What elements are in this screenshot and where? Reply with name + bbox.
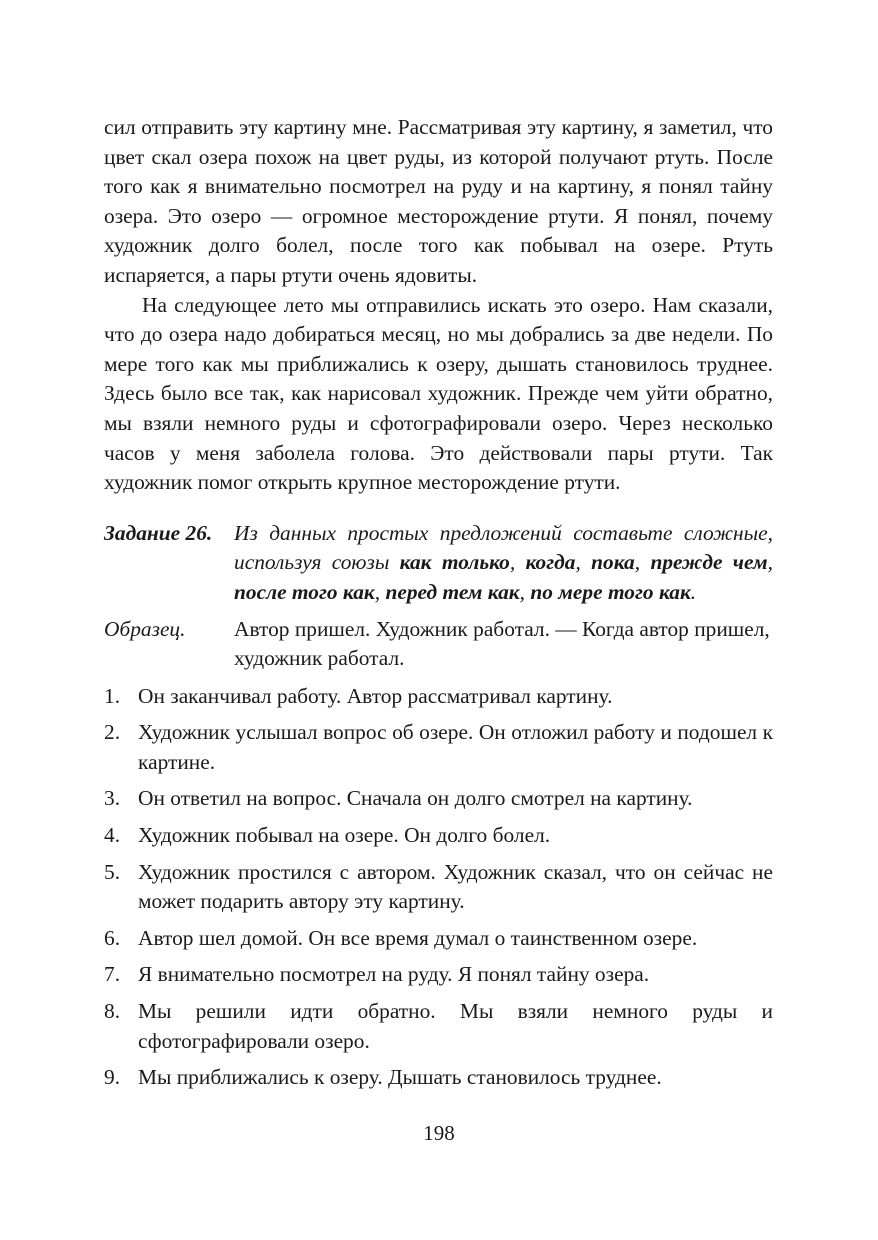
item-text: Художник услышал вопрос об озере. Он отложил работу и подошел к картине. — [138, 720, 773, 774]
sample — [104, 615, 773, 674]
sample-label: Образец. — [104, 616, 186, 641]
item-number: 7. — [104, 962, 121, 987]
conjunction: после того как — [234, 579, 375, 604]
task-label: Задание 26. — [104, 520, 213, 545]
list-item — [104, 924, 773, 954]
task-header — [104, 519, 773, 608]
list-item — [104, 960, 773, 990]
separator: , — [767, 550, 773, 575]
list-item — [104, 1063, 773, 1093]
item-text: Мы приближались к озеру. Дышать становилось труднее. — [138, 1065, 662, 1090]
separator: , — [509, 550, 526, 575]
item-number: 1. — [104, 683, 121, 708]
item-text: Он заканчивал работу. Автор рассматривал картину. — [138, 683, 613, 708]
item-number: 8. — [104, 999, 121, 1024]
item-number: 2. — [104, 720, 121, 745]
paragraph-2: На следующее лето мы отправились искать это озеро. Нам сказали, что до озера надо добираться месяц, но мы добрались за две недели. По мере того как мы приближались к озеру, дышать становилось труднее. Здесь было все так, как нарисовал художник. Прежде чем уйти обратно, мы взяли немного руды и сфотографировали озеро. Через несколько часов у меня заболела голова. Это действовали пары ртути. Так художник помог открыть крупное месторождение ртути. — [104, 292, 773, 495]
exercise-list — [104, 682, 773, 1093]
task-text: Из данных простых предложений составьте сложные, используя союзы — [234, 520, 773, 575]
separator: , — [634, 550, 651, 575]
item-text: Я внимательно посмотрел на руду. Я понял тайну озера. — [138, 962, 650, 987]
item-number: 3. — [104, 786, 121, 811]
paragraph-1: сил отправить эту картину мне. Рассматривая эту картину, я заметил, что цвет скал озера похож на цвет руды, из которой получают ртуть. После того как я внимательно посмотрел на руду и на картину, я понял тайну озера. Это озеро — огромное месторождение ртути. Я понял, почему художник долго болел, после того как побывал на озере. Ртуть испаряется, а пары ртути очень ядовиты. — [104, 115, 773, 287]
conjunction: как только — [399, 550, 510, 575]
item-text: Художник побывал на озере. Он долго болел. — [138, 823, 551, 848]
conjunction: по мере того как — [530, 579, 691, 604]
item-text: Он ответил на вопрос. Сначала он долго смотрел на картину. — [138, 786, 693, 811]
separator: , — [519, 579, 531, 604]
item-text: Автор шел домой. Он все время думал о таинственном озере. — [138, 925, 698, 950]
item-text: Художник простился с автором. Художник сказал, что он сейчас не может подарить автору эту картину. — [138, 859, 773, 914]
list-item — [104, 682, 773, 712]
item-text: Мы решили идти обратно. Мы взяли немного руды и сфотографировали озеро. — [138, 999, 773, 1053]
item-number: 6. — [104, 925, 121, 950]
page-number: 198 — [423, 1121, 455, 1145]
conjunction: когда — [525, 550, 576, 575]
list-item — [104, 858, 773, 917]
conjunction: прежде чем — [650, 550, 768, 575]
separator: , — [374, 579, 386, 604]
list-item — [104, 718, 773, 777]
conjunction: перед тем как — [385, 579, 520, 604]
list-item — [104, 997, 773, 1056]
item-number: 5. — [104, 859, 121, 884]
conjunction: пока — [591, 550, 635, 575]
item-number: 9. — [104, 1065, 121, 1090]
list-item — [104, 784, 773, 814]
item-number: 4. — [104, 823, 121, 848]
sample-text: Автор пришел. Художник работал. — Когда автор пришел, художник работал. — [234, 616, 770, 671]
separator: . — [690, 579, 697, 604]
list-item — [104, 821, 773, 851]
task-instruction — [234, 519, 773, 608]
separator: , — [575, 550, 592, 575]
page-content — [104, 113, 773, 1100]
